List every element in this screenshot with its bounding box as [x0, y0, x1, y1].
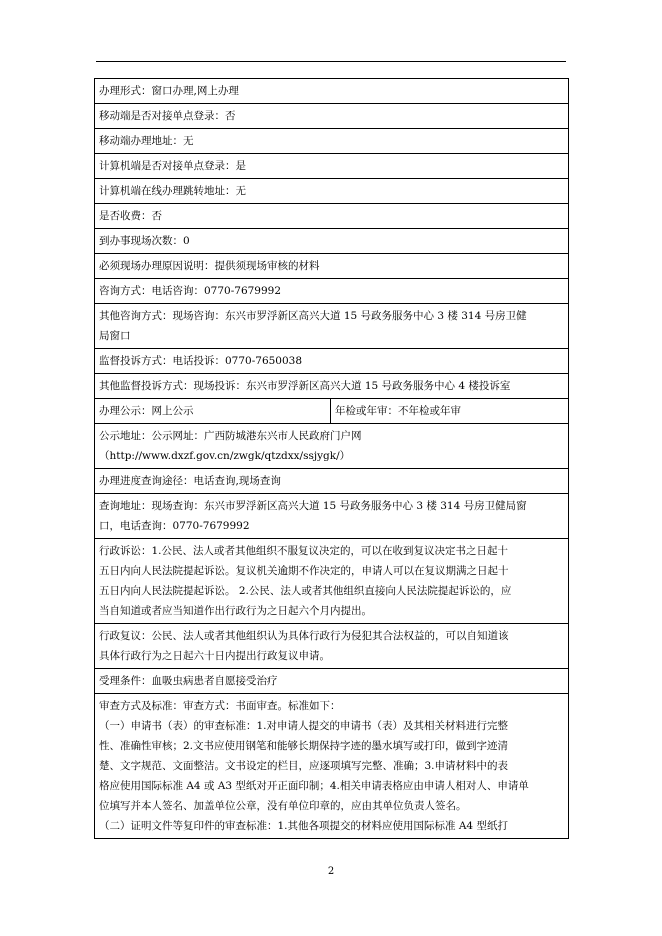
table-row	[95, 374, 569, 399]
table-cell	[95, 304, 569, 349]
cell-line: 性、准确性审核；2.文书应使用钢笔和能够长期保持字迹的墨水填写或打印，做到字迹清	[99, 740, 509, 752]
table-cell: 计算机端在线办理跳转地址：无	[95, 179, 569, 204]
table-cell	[95, 494, 569, 539]
cell-line: 当自知道或者应当知道作出行政行为之日起六个月内提出。	[99, 605, 372, 617]
table-cell: 计算机端是否对接单点登录：是	[95, 154, 569, 179]
cell-line: 格应使用国际标准 A4 或 A3 型纸对开正面印制；4.相关申请表格应由申请人相对人、申请单	[99, 780, 529, 792]
table-cell: 办理进度查询途径：电话查询,现场查询	[95, 469, 569, 494]
cell-line: （一）申请书（表）的审查标准：1.对申请人提交的申请书（表）及其相关材料进行完整	[99, 720, 509, 732]
table-cell: 办理公示：网上公示	[95, 399, 331, 424]
service-info-table	[94, 78, 569, 839]
table-cell	[95, 624, 569, 669]
cell-line: 口，电话查询：0770-7679992	[99, 520, 250, 532]
table-row	[95, 539, 569, 624]
table-row	[95, 304, 569, 349]
cell-line: 其他咨询方式：现场咨询：东兴市罗浮新区高兴大道 15 号政务服务中心 3 楼 314 号房卫健	[99, 310, 527, 322]
table-cell: 必须现场办理原因说明：提供须现场审核的材料	[95, 254, 569, 279]
table-cell: 咨询方式：电话咨询：0770-7679992	[95, 279, 569, 304]
table-cell: 年检或年审：不年检或年审	[331, 399, 569, 424]
table-cell: 移动端办理地址：无	[95, 129, 569, 154]
cell-line: 行政复议：公民、法人或者其他组织认为具体行政行为侵犯其合法权益的，可以自知道该	[99, 630, 509, 642]
cell-line: 具体行政行为之日起六十日内提出行政复议申请。	[99, 650, 330, 662]
table-cell: 到办事现场次数：0	[95, 229, 569, 254]
table-cell	[95, 424, 569, 469]
table-row	[95, 179, 569, 204]
table-row	[95, 624, 569, 669]
table-row	[95, 129, 569, 154]
table-cell: 受理条件：血吸虫病患者自愿接受治疗	[95, 669, 569, 694]
table-row	[95, 494, 569, 539]
table-row	[95, 424, 569, 469]
cell-line: 局窗口	[99, 330, 131, 342]
table-row	[95, 229, 569, 254]
table-cell	[95, 539, 569, 624]
table-row	[95, 694, 569, 839]
cell-line: 五日内向人民法院提起诉讼。 2.公民、法人或者其他组织直接向人民法院提起诉讼的，应	[99, 585, 512, 597]
table-row	[95, 279, 569, 304]
cell-line: 位填写并本人签名、加盖单位公章，没有单位印章的，应由其单位负责人签名。	[99, 800, 467, 812]
cell-line: 查询地址：现场查询：东兴市罗浮新区高兴大道 15 号政务服务中心 3 楼 314 号房卫健局窗	[99, 500, 527, 512]
cell-line: （二）证明文件等复印件的审查标准：1.其他各项提交的材料应使用国际标准 A4 型纸打	[99, 820, 508, 832]
table-row	[95, 254, 569, 279]
table-row	[95, 104, 569, 129]
table-row	[95, 204, 569, 229]
cell-line: 行政诉讼：1.公民、法人或者其他组织不服复议决定的，可以在收到复议决定书之日起十	[99, 545, 509, 557]
table-row	[95, 399, 569, 424]
cell-line: （http://www.dxzf.gov.cn/zwgk/qtzdxx/ssjygk/）	[99, 450, 351, 462]
table-cell: 是否收费：否	[95, 204, 569, 229]
page-number: 2	[327, 866, 335, 877]
table-row	[95, 154, 569, 179]
cell-line: 五日内向人民法院提起诉讼。复议机关逾期不作决定的，申请人可以在复议期满之日起十	[99, 565, 509, 577]
table-row	[95, 669, 569, 694]
table-row	[95, 469, 569, 494]
table-cell: 办理形式：窗口办理,网上办理	[95, 79, 569, 104]
cell-line: 审查方式及标准：审查方式：书面审查。标准如下：	[99, 700, 341, 712]
table-cell: 监督投诉方式：电话投诉：0770-7650038	[95, 349, 569, 374]
table-cell	[95, 694, 569, 839]
table-row	[95, 349, 569, 374]
cell-line: 楚、文字规范、文面整洁。文书设定的栏目，应逐项填写完整、准确；3.申请材料中的表	[99, 760, 509, 772]
header-rule	[96, 61, 566, 62]
table-cell: 其他监督投诉方式：现场投诉：东兴市罗浮新区高兴大道 15 号政务服务中心 4 楼投诉室	[95, 374, 569, 399]
cell-line: 公示地址：公示网址：广西防城港东兴市人民政府门户网	[99, 430, 362, 442]
table-row	[95, 79, 569, 104]
table-cell: 移动端是否对接单点登录：否	[95, 104, 569, 129]
